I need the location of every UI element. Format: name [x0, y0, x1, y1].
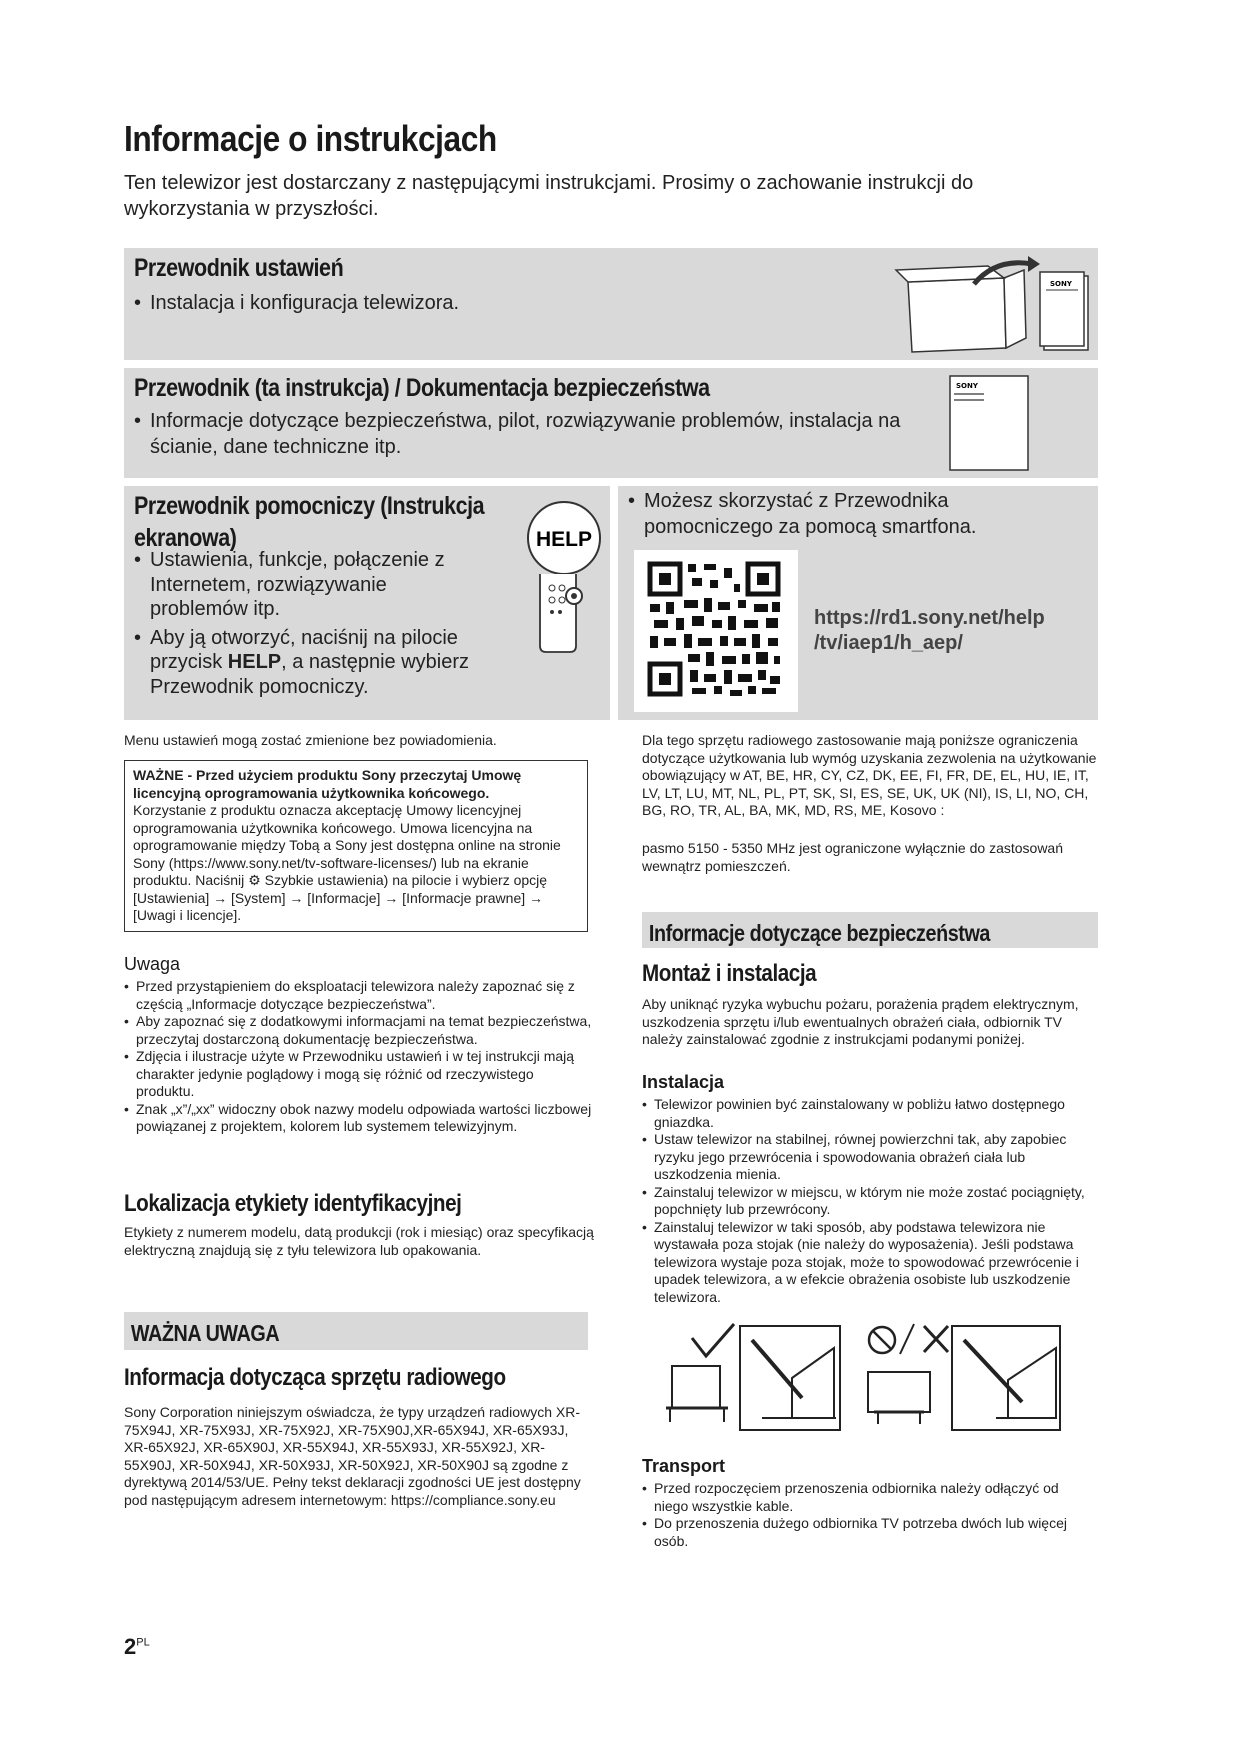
- help-guide-heading-line2: ekranowa): [134, 524, 237, 552]
- safety-intro: Aby uniknąć ryzyka wybuchu pożaru, porażenia prądem elektrycznym, uszkodzenia sprzętu i/lub ewentualnych obrażeń ciała, odbiornik TV należy zainstalować zgodnie z instrukcjami podanymi poniżej.: [642, 996, 1079, 1047]
- install-item: • Telewizor powinien być zainstalowany w pobliżu łatwo dostępnego gniazdka.: [642, 1096, 1094, 1131]
- help-url-line2[interactable]: /tv/iaep1/h_aep/: [814, 632, 963, 654]
- uwaga-item: • Aby zapoznać się z dodatkowymi informacjami na temat bezpieczeństwa, przeczytaj dostarczoną dokumentację bezpieczeństwa.: [124, 1013, 594, 1048]
- checkmark-icon: [692, 1324, 734, 1356]
- license-bold-text: WAŻNE - Przed użyciem produktu Sony przeczytaj Umowę licencyjną oprogramowania użytkownika końcowego.: [133, 767, 522, 801]
- setup-guide-box: [124, 248, 1098, 360]
- page-lang: PL: [136, 1636, 150, 1649]
- radio-band-text: pasmo 5150 - 5350 MHz jest ograniczone wyłącznie do zastosowań wewnątrz pomieszczeń.: [642, 840, 1064, 874]
- reference-brand-text: SONY: [956, 382, 978, 390]
- page-title: Informacje o instrukcjach: [124, 118, 497, 159]
- qr-code-icon: [634, 550, 798, 712]
- help-smartphone-box: [618, 486, 1098, 720]
- tv-box-icon: [894, 256, 1094, 356]
- page-number: $2^{PL}$: [124, 1634, 150, 1659]
- radio-heading: Informacja dotycząca sprzętu radiowego: [124, 1364, 506, 1391]
- label-text: Etykiety z numerem modelu, datą produkcji (rok i miesiąc) oraz specyfikacją elektryczną znajdują się z tyłu telewizora lub opakowania.: [124, 1224, 594, 1258]
- reference-guide-bullet: • Informacje dotyczące bezpieczeństwa, pilot, rozwiązywanie problemów, instalacja na ścianie, dane techniczne itp.: [134, 408, 924, 460]
- transport-item: • Przed rozpoczęciem przenoszenia odbiornika należy odłączyć od niego wszystkie kable.: [642, 1480, 1094, 1515]
- uwaga-heading: Uwaga: [124, 954, 181, 974]
- help-guide-bullet-1: • Ustawienia, funkcje, połączenie z Internetem, rozwiązywanie problemów itp.: [134, 548, 474, 622]
- safety-heading: Montaż i instalacja: [642, 960, 817, 987]
- smartphone-bullet: • Możesz skorzystać z Przewodnika pomocniczego za pomocą smartfona.: [628, 488, 1068, 540]
- reference-guide-heading: Przewodnik (ta instrukcja) / Dokumentacja bezpieczeństwa: [134, 374, 710, 402]
- label-heading: Lokalizacja etykiety identyfikacyjnej: [124, 1190, 462, 1217]
- intro-text: Ten telewizor jest dostarczany z następującymi instrukcjami. Prosimy o zachowanie instrukcji do wykorzystania w przyszłości.: [124, 172, 974, 220]
- setup-guide-heading: Przewodnik ustawień: [134, 254, 344, 282]
- help-guide-heading-line1: Przewodnik pomocniczy (Instrukcja: [134, 492, 485, 520]
- radio-restriction-text: Dla tego sprzętu radiowego zastosowanie mają poniższe ograniczenia dotyczące użytkowania lub wymóg uzyskania zezwolenia na użytkowanie obowiązujący w AT, BE, HR, CY, CZ, DK, EE, FI, FR, DE, EL, HU, IE, IT, LV, LT, LU, MT, NL, PL, PT, SK, SI, ES, SE, UK, UK (NI), IS, LI, NO, CH, BG, RO, TR, AL, BA, MK, MD, RS, ME, Kosovo :: [642, 732, 1097, 818]
- transport-heading: Transport: [642, 1456, 726, 1476]
- help-url-line1[interactable]: https://rd1.sony.net/help: [814, 607, 1045, 629]
- uwaga-item: • Znak „x”/„xx” widoczny obok nazwy modelu odpowiada wartości liczbowej powiązanej z projektem, kolorem lub systemem telewizyjnym.: [124, 1101, 594, 1136]
- transport-item: • Do przenoszenia dużego odbiornika TV potrzeba dwóch lub więcej osób.: [642, 1515, 1094, 1550]
- reference-guide-box: [124, 368, 1098, 478]
- help-badge-text: HELP: [535, 528, 593, 551]
- install-item: • Zainstaluj telewizor w taki sposób, aby podstawa telewizora nie wystawała poza stojak (nie należy do wyposażenia). Jeśli podstawa telewizora wystaje poza stojak, może to spowodować przewrócenie i upadek telewizora, a w efekcie obrażenia osobiste lub uszkodzenie telewizora.: [642, 1219, 1094, 1307]
- safety-bar: Informacje dotyczące bezpieczeństwa: [642, 912, 1098, 948]
- menu-note: Menu ustawień mogą zostać zmienione bez powiadomienia.: [124, 732, 497, 748]
- uwaga-item: • Przed przystąpieniem do eksploatacji telewizora należy zapoznać się z częścią „Informacje dotyczące bezpieczeństwa”.: [124, 978, 594, 1013]
- remote-help-icon: [524, 496, 606, 656]
- help-guide-bullet-2: • Aby ją otworzyć, naciśnij na pilocie przycisk HELP, a następnie wybierz Przewodnik pomocniczy.: [134, 626, 474, 700]
- help-guide-box: [124, 486, 610, 720]
- install-item: • Ustaw telewizor na stabilnej, równej powierzchni tak, aby zapobiec ryzyku jego przewrócenia i spowodowania obrażeń ciała lub uszkodzenia mienia.: [642, 1131, 1094, 1184]
- uwaga-list: [124, 978, 594, 1136]
- install-list: [642, 1096, 1094, 1306]
- transport-list: [642, 1480, 1094, 1550]
- setup-brand-text: SONY: [1050, 280, 1072, 288]
- setup-guide-bullet: • Instalacja i konfiguracja telewizora.: [134, 290, 459, 316]
- help-key-label: HELP: [227, 651, 282, 673]
- cross-icon: [924, 1326, 948, 1352]
- qr-code: [634, 550, 798, 712]
- manual-booklet-icon: [948, 374, 1032, 474]
- install-heading: Instalacja: [642, 1072, 725, 1092]
- install-item: • Zainstaluj telewizor w miejscu, w którym nie może zostać pociągnięty, popchnięty lub przewrócony.: [642, 1184, 1094, 1219]
- tv-stand-illustration: [652, 1318, 1092, 1448]
- important-license-box: [124, 760, 588, 932]
- important-notice-bar: WAŻNA UWAGA: [124, 1312, 588, 1350]
- uwaga-item: • Zdjęcia i ilustracje użyte w Przewodniku ustawień i w tej instrukcji mają charakter jedynie poglądowy i mogą się różnić od rzeczywistego produktu.: [124, 1048, 594, 1101]
- radio-text: Sony Corporation niniejszym oświadcza, że typy urządzeń radiowych XR-75X94J, XR-75X93J, XR-75X92J, XR-75X90J,XR-65X94J, XR-65X93J, XR-65X92J, XR-65X90J, XR-55X94J, XR-55X93J, XR-55X92J, XR-55X90J, XR-50X94J, XR-50X93J, XR-50X92J, XR-50X90J są zgodne z dyrektywą 2014/53/UE. Pełny tekst deklaracji zgodności UE jest dostępny pod następującym adresem internetowym: https://compliance.sony.eu: [124, 1404, 581, 1508]
- license-text: Korzystanie z produktu oznacza akceptację Umowy licencyjnej oprogramowania użytkownika końcowego. Umowa licencyjna na oprogramowanie między Tobą a Sony jest dostępna online na stronie Sony (https://www.sony.net/tv-software-licenses/) lub na ekranie produktu. Naciśnij ⚙ Szybkie ustawienia) na pilocie i wybierz opcję [Ustawienia] → [System] → [Informacje] → [Informacje prawne] → [Uwagi i licencje].: [133, 802, 561, 923]
